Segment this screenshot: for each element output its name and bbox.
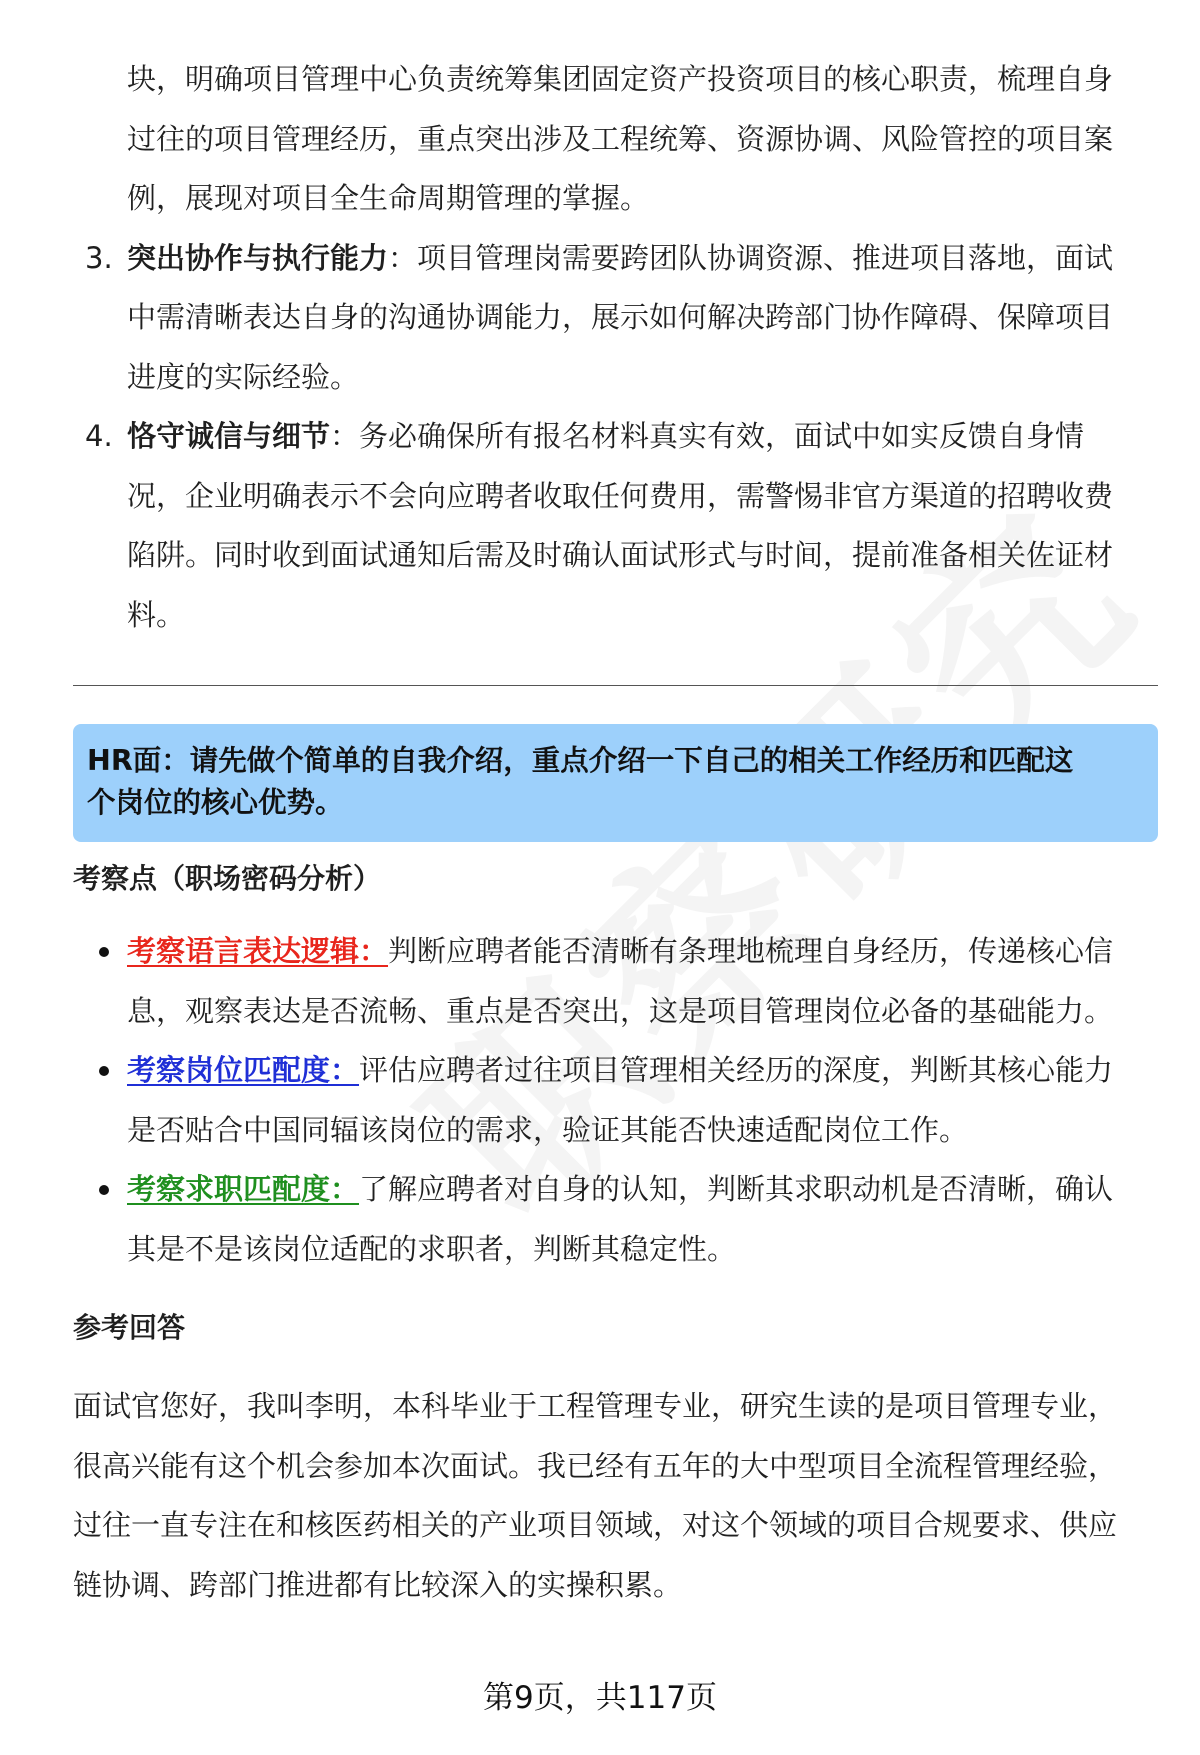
question-line: HR面：请先做个简单的自我介绍，重点介绍一下自己的相关工作经历和匹配这 [87,744,1074,777]
item-text: 进度的实际经验。 [127,359,360,394]
item-separator: ： [388,240,418,275]
assessment-title: 考察点（职场密码分析） [73,862,382,895]
item-number: 3. [85,240,113,275]
item-text: 况，企业明确表示不会向应聘者收取任何费用，需警惕非官方渠道的招聘收费 [127,478,1114,513]
assessment-text: 其是不是该岗位适配的求职者，判断其稳定性。 [127,1231,737,1266]
bullet-icon [99,1066,109,1076]
item-text: 项目管理岗需要跨团队协调资源、推进项目落地，面试 [417,240,1114,275]
numbered-item [73,229,1158,408]
question-box [73,724,1158,842]
numbered-item [73,407,1158,645]
item-text: 务必确保所有报名材料真实有效，面试中如实反馈自身情 [359,419,1085,453]
assessment-label: 考察求职匹配度： [127,1172,360,1206]
item-title: 恪守诚信与细节 [127,419,331,453]
item-text: 中需清晰表达自身的沟通协调能力，展示如何解决跨部门协作障碍、保障项目 [127,300,1114,334]
bullet-icon [99,1185,109,1195]
answer-line: 面试官您好，我叫李明，本科毕业于工程管理专业，研究生读的是项目管理专业， [73,1389,1118,1423]
assessment-text: 评估应聘者过往项目管理相关经历的深度，判断其核心能力 [359,1053,1114,1087]
assessment-label: 考察岗位匹配度： [127,1053,360,1087]
reference-answer-body [73,1377,1158,1615]
item-text: 陷阱。同时收到面试通知后需及时确认面试形式与时间，提前准备相关佐证材 [127,538,1114,572]
numbered-list [73,229,1158,646]
assessment-text: 是否贴合中国同辐该岗位的需求，验证其能否快速适配岗位工作。 [127,1112,969,1147]
intro-paragraph [73,50,1158,229]
answer-line: 很高兴能有这个机会参加本次面试。我已经有五年的大中型项目全流程管理经验， [73,1448,1118,1483]
reference-answer-title: 参考回答 [73,1311,186,1344]
item-text: 料。 [127,597,186,632]
answer-line: 过往一直专注在和核医药相关的产业项目领域，对这个领域的项目合规要求、供应 [73,1508,1118,1542]
bullet-icon [99,947,109,957]
page-footer: 第9页，共117页 [483,1680,717,1716]
intro-line: 例，展现对项目全生命周期管理的掌握。 [127,181,650,215]
assessment-item [73,1160,1158,1279]
assessment-list [73,922,1158,1279]
item-separator: ： [330,419,360,453]
assessment-text: 息，观察表达是否流畅、重点是否突出，这是项目管理岗位必备的基础能力。 [127,993,1114,1028]
page-content [73,50,1158,1615]
item-number: 4. [85,419,113,453]
intro-line: 块，明确项目管理中心负责统筹集团固定资产投资项目的核心职责，梳理自身 [127,62,1114,96]
intro-line: 过往的项目管理经历，重点突出涉及工程统筹、资源协调、风险管控的项目案 [127,121,1114,156]
section-divider [73,685,1158,686]
assessment-item [73,922,1158,1041]
assessment-text: 了解应聘者对自身的认知，判断其求职动机是否清晰，确认 [359,1172,1114,1206]
answer-line: 链协调、跨部门推进都有比较深入的实操积累。 [73,1567,683,1602]
item-title: 突出协作与执行能力 [127,240,389,275]
question-line: 个岗位的核心优势。 [87,786,344,819]
assessment-item [73,1041,1158,1160]
assessment-label: 考察语言表达逻辑： [127,934,389,968]
assessment-text: 判断应聘者能否清晰有条理地梳理自身经历，传递核心信 [388,934,1114,968]
